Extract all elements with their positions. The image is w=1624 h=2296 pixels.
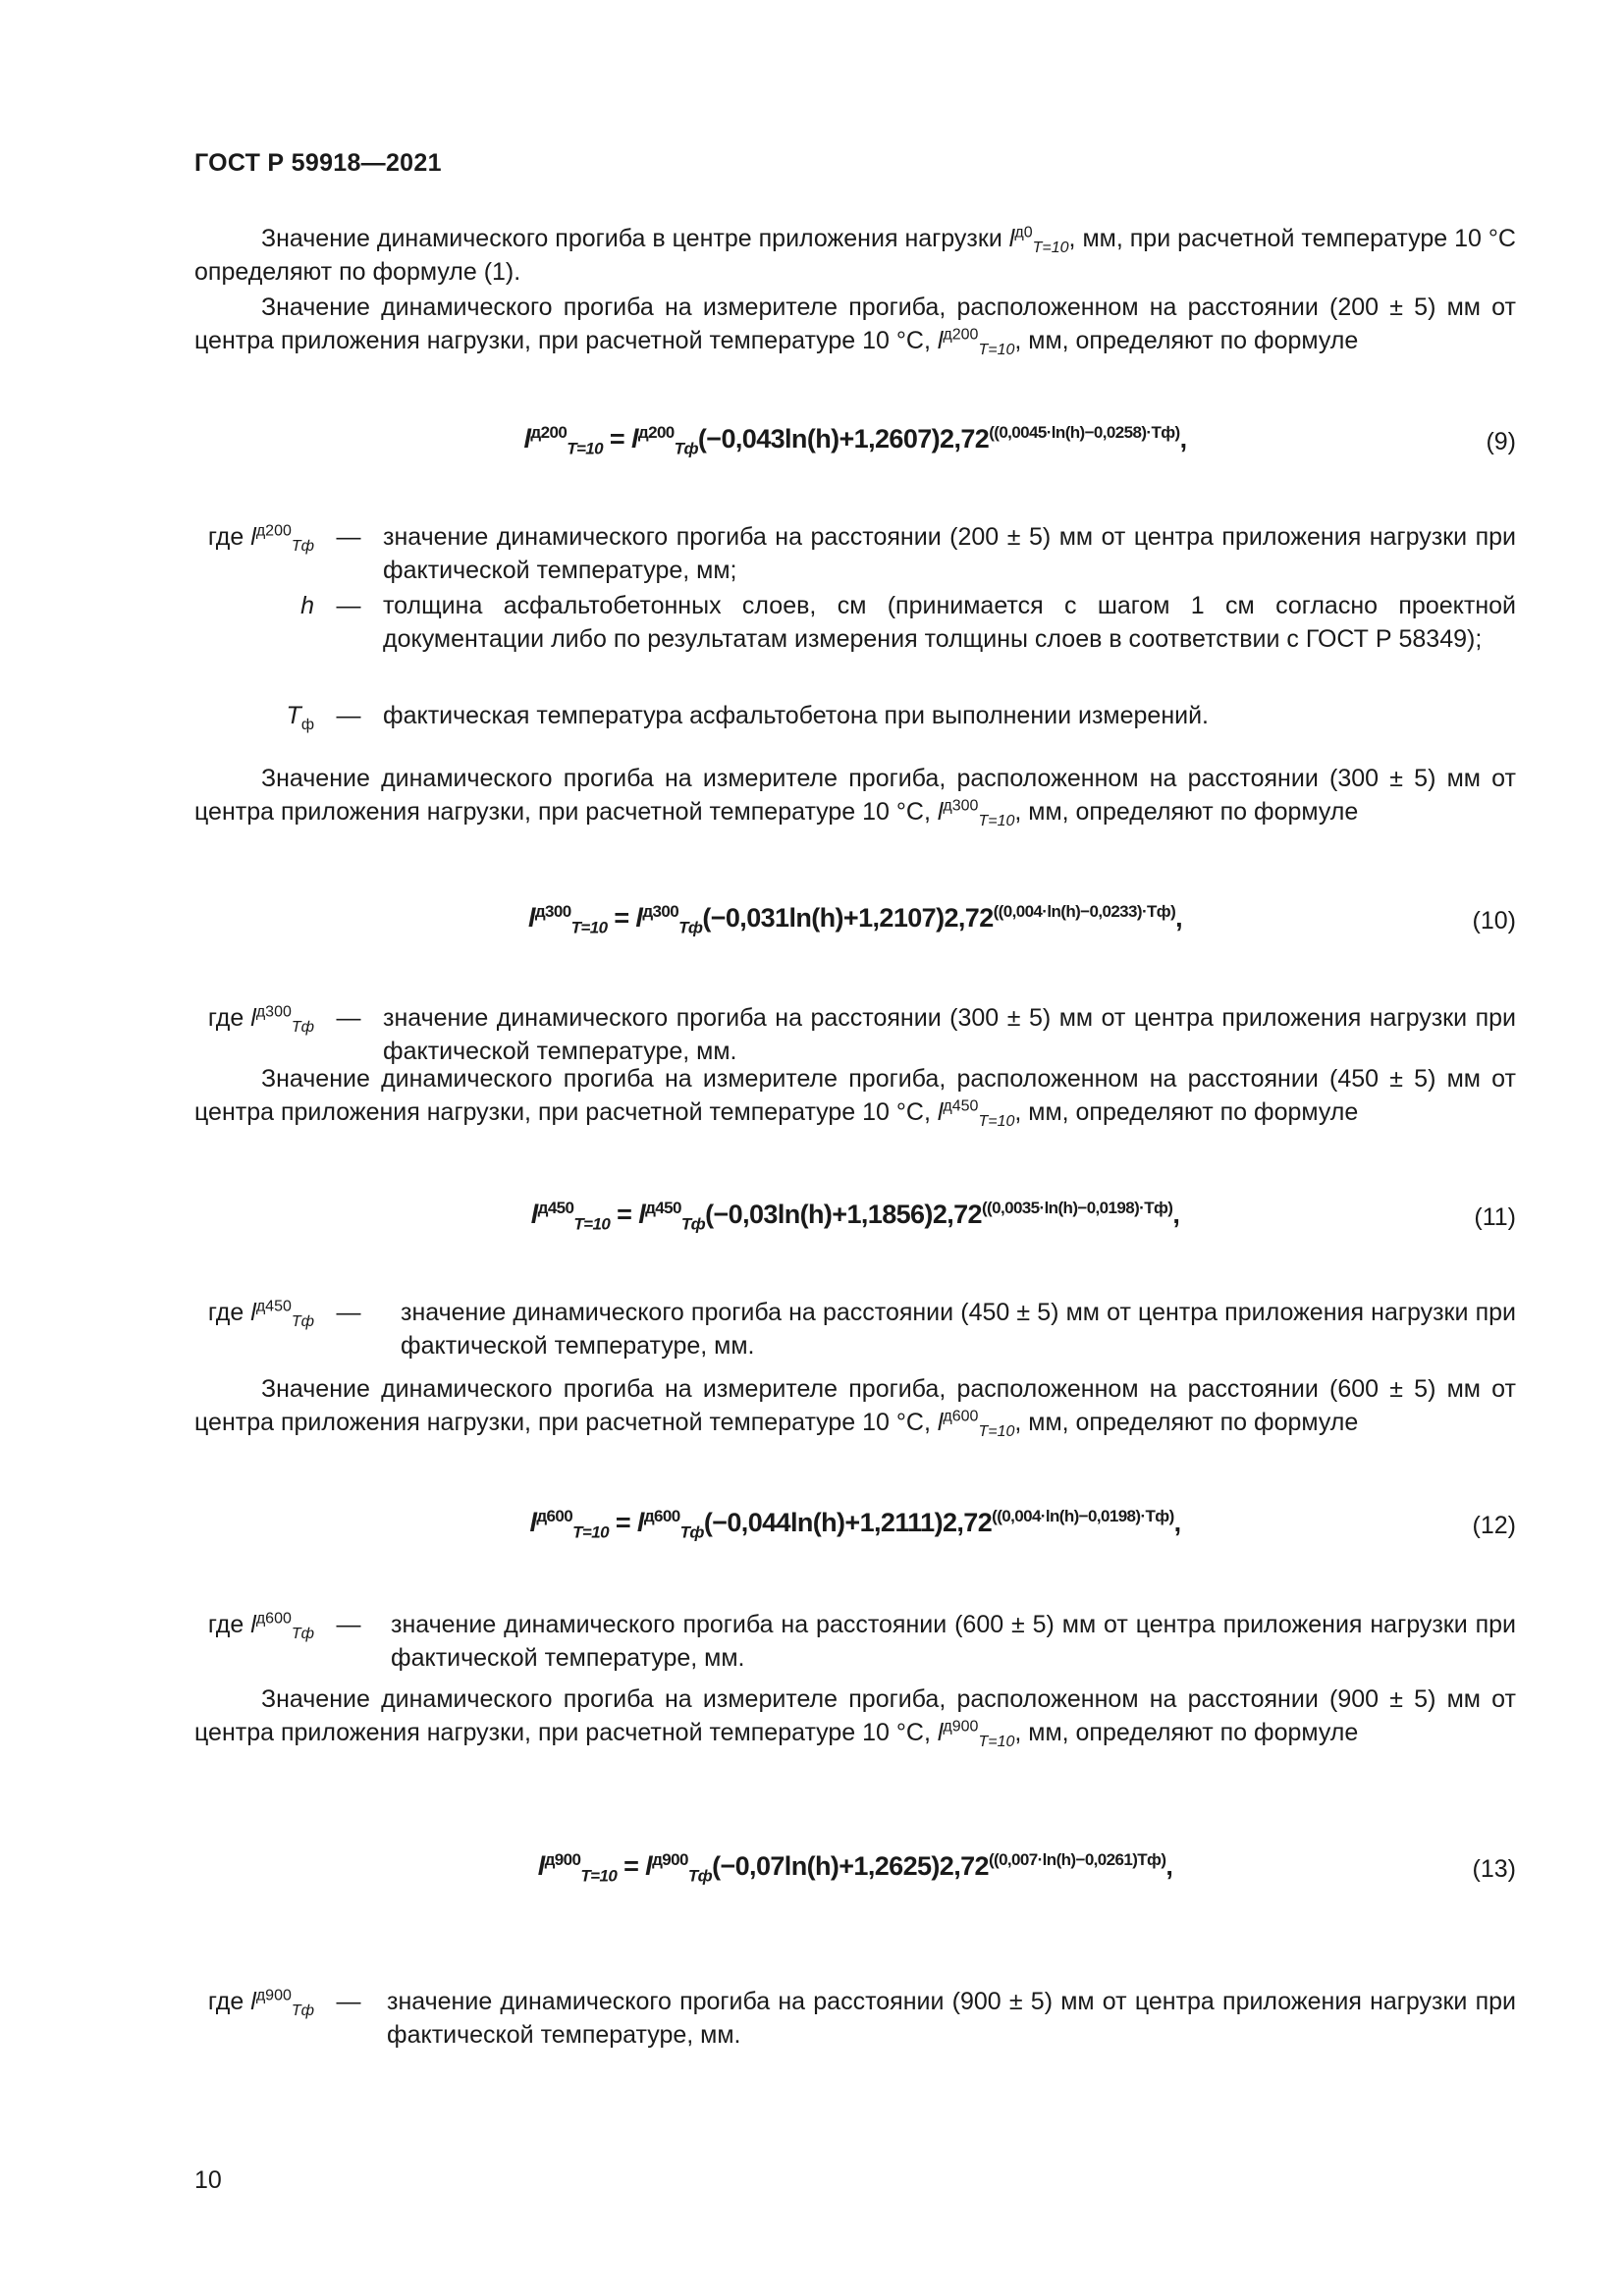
definition-l900: где $l^{д900}_{Tф}$ — значение динамического прогиба на расстоянии (900 ± 5) мм от центра приложения нагрузки при фактической температуре, мм.: [207, 1987, 1516, 2049]
formula-12: [194, 1508, 1516, 1557]
formula-11-expression: $l^{д450}_{T=10} = l^{д450}_{Tф}(-0,03\ln(h)+1,1856)2,72^{((0,0035\cdot ln(h)-0,0198)\cdot Tф)}$,: [530, 1199, 1180, 1234]
page-number: 10: [194, 2166, 222, 2194]
definition-l300: где $l^{д300}_{Tф}$ — значение динамического прогиба на расстоянии (300 ± 5) мм от центра приложения нагрузки при фактической температуре, мм.: [207, 1003, 1516, 1065]
formula-13-expression: $l^{д900}_{T=10} = l^{д900}_{Tф}(-0,07\ln(h)+1,2625)2,72^{((0,007\cdot ln(h)-0,0261)Tф)}$,: [537, 1850, 1173, 1886]
formula-12-number: (12): [1472, 1512, 1516, 1539]
definition-tf: $T_ф$ — фактическая температура асфальтобетона при выполнении измерений.: [286, 702, 1210, 733]
formula-11-number: (11): [1474, 1203, 1516, 1231]
definition-l600: где $l^{д600}_{Tф}$ — значение динамического прогиба на расстоянии (600 ± 5) мм от центра приложения нагрузки при фактической температуре, мм.: [207, 1610, 1516, 1672]
formula-10: [194, 903, 1516, 952]
paragraph-900: Значение динамического прогиба на измерителе прогиба, расположенном на расстоянии (900 ± 5) мм от центра приложения нагрузки, при расчетной температуре 10 °С, $l^{д900}_{T=10}$, мм, определяют по формуле: [194, 1685, 1516, 1750]
formula-12-expression: $l^{д600}_{T=10} = l^{д600}_{Tф}(-0,044\ln(h)+1,2111)2,72^{((0,004\cdot ln(h)-0,0198)\cdot Tф)}$,: [529, 1507, 1181, 1542]
paragraph-300: Значение динамического прогиба на измерителе прогиба, расположенном на расстоянии (300 ± 5) мм от центра приложения нагрузки, при расчетной температуре 10 °С, $l^{д300}_{T=10}$, мм, определяют по формуле: [194, 765, 1516, 829]
formula-9: [194, 424, 1516, 473]
formula-10-number: (10): [1472, 907, 1516, 934]
definition-l450: где $l^{д450}_{Tф}$ — значение динамического прогиба на расстоянии (450 ± 5) мм от центра приложения нагрузки при фактической температуре, мм.: [207, 1298, 1516, 1360]
paragraph-450: Значение динамического прогиба на измерителе прогиба, расположенном на расстоянии (450 ± 5) мм от центра приложения нагрузки, при расчетной температуре 10 °С, $l^{д450}_{T=10}$, мм, определяют по формуле: [194, 1065, 1516, 1130]
standard-header: ГОСТ Р 59918—2021: [194, 149, 442, 177]
formula-10-expression: $l^{д300}_{T=10} = l^{д300}_{Tф}(-0,031\ln(h)+1,2107)2,72^{((0,004\cdot ln(h)-0,0233)\cdot Tф)}$,: [527, 902, 1183, 937]
formula-13-number: (13): [1472, 1855, 1516, 1883]
definition-l200: где $l^{д200}_{Tф}$ — значение динамического прогиба на расстоянии (200 ± 5) мм от центра приложения нагрузки при фактической температуре, мм;: [207, 522, 1516, 584]
paragraph-600: Значение динамического прогиба на измерителе прогиба, расположенном на расстоянии (600 ± 5) мм от центра приложения нагрузки, при расчетной температуре 10 °С, $l^{д600}_{T=10}$, мм, определяют по формуле: [194, 1375, 1516, 1440]
formula-9-expression: $l^{д200}_{T=10} = l^{д200}_{Tф}(-0,043\ln(h)+1,2607)2,72^{((0,0045\cdot ln(h)-0,0258)\cdot Tф)}$,: [523, 423, 1187, 458]
intro-paragraph-1: Значение динамического прогиба в центре приложения нагрузки $l^{д0}_{T=10}$, мм, при расчетной температуре 10 °С определяют по формуле (1).: [194, 224, 1516, 286]
formula-9-number: (9): [1486, 428, 1516, 455]
definition-h: h — толщина асфальтобетонных слоев, см (принимается с шагом 1 см согласно проектной документации либо по результатам измерения толщины слоев в соответствии с ГОСТ Р 58349);: [300, 592, 1516, 653]
formula-13: [194, 1851, 1516, 1900]
intro-paragraph-2: Значение динамического прогиба на измерителе прогиба, расположенном на расстоянии (200 ± 5) мм от центра приложения нагрузки, при расчетной температуре 10 °С, $l^{д200}_{T=10}$, мм, определяют по формуле: [194, 294, 1516, 358]
formula-11: [194, 1200, 1516, 1249]
